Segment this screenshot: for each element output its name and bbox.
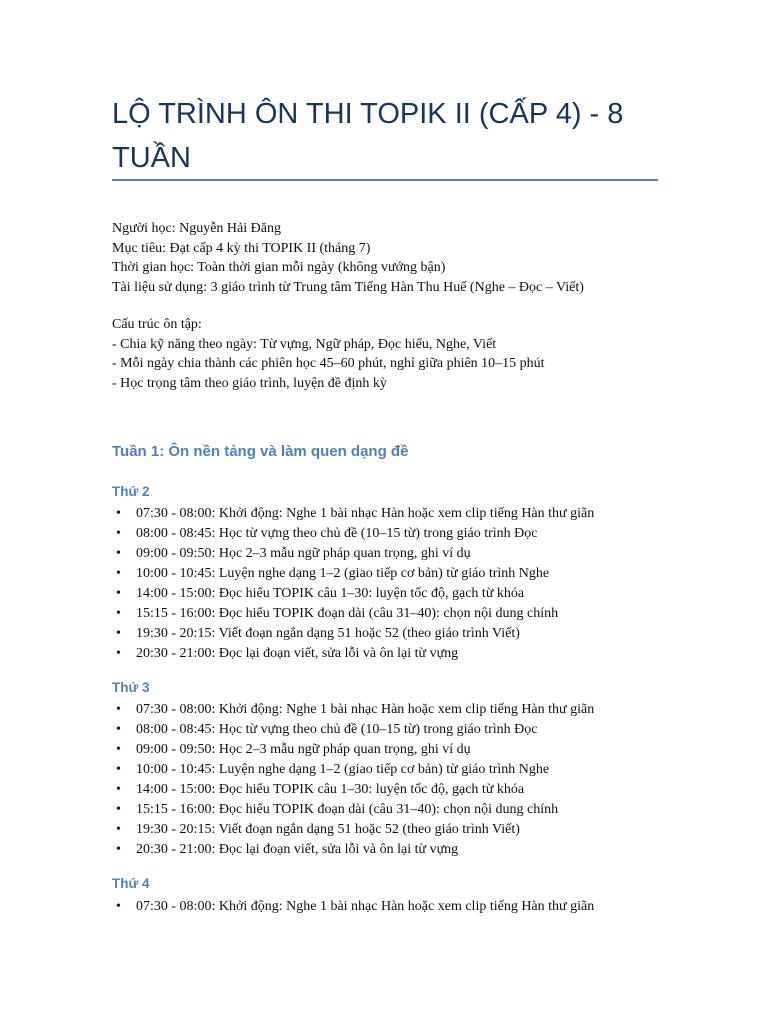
day-heading-thu-3: Thứ 3 xyxy=(112,680,150,695)
learner-info xyxy=(112,219,672,297)
learner-name: Người học: Nguyễn Hải Đăng xyxy=(112,221,281,236)
list-item: • 07:30 - 08:00: Khởi động: Nghe 1 bài nhạc Hàn hoặc xem clip tiếng Hàn thư giãn xyxy=(112,504,652,524)
list-item: • 08:00 - 08:45: Học từ vựng theo chủ đề (10–15 từ) trong giáo trình Đọc xyxy=(112,720,652,740)
list-item: • 20:30 - 21:00: Đọc lại đoạn viết, sửa lỗi và ôn lại từ vựng xyxy=(112,840,652,860)
schedule-list-thu-2 xyxy=(112,504,652,664)
list-item: • 09:00 - 09:50: Học 2–3 mẫu ngữ pháp quan trọng, ghi ví dụ xyxy=(112,740,652,760)
week-heading: Tuần 1: Ôn nền tảng và làm quen dạng đề xyxy=(112,443,409,460)
materials-used: Tài liệu sử dụng: 3 giáo trình từ Trung tâm Tiếng Hàn Thu Huế (Nghe – Đọc – Viết) xyxy=(112,279,584,295)
study-structure xyxy=(112,315,672,393)
structure-heading: Cấu trúc ôn tập: xyxy=(112,317,202,332)
list-item: • 07:30 - 08:00: Khởi động: Nghe 1 bài nhạc Hàn hoặc xem clip tiếng Hàn thư giãn xyxy=(112,700,652,720)
list-item: • 14:00 - 15:00: Đọc hiểu TOPIK câu 1–30: luyện tốc độ, gạch từ khóa xyxy=(112,780,652,800)
list-item: • 15:15 - 16:00: Đọc hiểu TOPIK đoạn dài (câu 31–40): chọn nội dung chính xyxy=(112,800,652,820)
list-item: • 07:30 - 08:00: Khởi động: Nghe 1 bài nhạc Hàn hoặc xem clip tiếng Hàn thư giãn xyxy=(112,897,652,917)
title-divider xyxy=(112,179,658,181)
list-item: • 10:00 - 10:45: Luyện nghe dạng 1–2 (giao tiếp cơ bản) từ giáo trình Nghe xyxy=(112,564,652,584)
list-item: • 19:30 - 20:15: Viết đoạn ngắn dạng 51 hoặc 52 (theo giáo trình Viết) xyxy=(112,624,652,644)
structure-item: - Học trọng tâm theo giáo trình, luyện đề định kỳ xyxy=(112,375,387,391)
list-item: • 08:00 - 08:45: Học từ vựng theo chủ đề (10–15 từ) trong giáo trình Đọc xyxy=(112,524,652,544)
study-time: Thời gian học: Toàn thời gian mỗi ngày (không vướng bận) xyxy=(112,260,446,275)
schedule-list-thu-4 xyxy=(112,897,652,917)
list-item: • 09:00 - 09:50: Học 2–3 mẫu ngữ pháp quan trọng, ghi ví dụ xyxy=(112,544,652,564)
list-item: • 20:30 - 21:00: Đọc lại đoạn viết, sửa lỗi và ôn lại từ vựng xyxy=(112,644,652,664)
list-item: • 10:00 - 10:45: Luyện nghe dạng 1–2 (giao tiếp cơ bản) từ giáo trình Nghe xyxy=(112,760,652,780)
schedule-list-thu-3 xyxy=(112,700,652,860)
day-heading-thu-4: Thứ 4 xyxy=(112,876,150,891)
day-heading-thu-2: Thứ 2 xyxy=(112,484,150,499)
list-item: • 14:00 - 15:00: Đọc hiểu TOPIK câu 1–30: luyện tốc độ, gạch từ khóa xyxy=(112,584,652,604)
structure-item: - Chia kỹ năng theo ngày: Từ vựng, Ngữ pháp, Đọc hiểu, Nghe, Viết xyxy=(112,336,497,352)
list-item: • 15:15 - 16:00: Đọc hiểu TOPIK đoạn dài (câu 31–40): chọn nội dung chính xyxy=(112,604,652,624)
learning-goal: Mục tiêu: Đạt cấp 4 kỳ thi TOPIK II (tháng 7) xyxy=(112,240,371,256)
structure-item: - Mỗi ngày chia thành các phiên học 45–60 phút, nghỉ giữa phiên 10–15 phút xyxy=(112,356,545,371)
document-title: LỘ TRÌNH ÔN THI TOPIK II (CẤP 4) - 8 TUẦN xyxy=(112,98,624,174)
list-item: • 19:30 - 20:15: Viết đoạn ngắn dạng 51 hoặc 52 (theo giáo trình Viết) xyxy=(112,820,652,840)
